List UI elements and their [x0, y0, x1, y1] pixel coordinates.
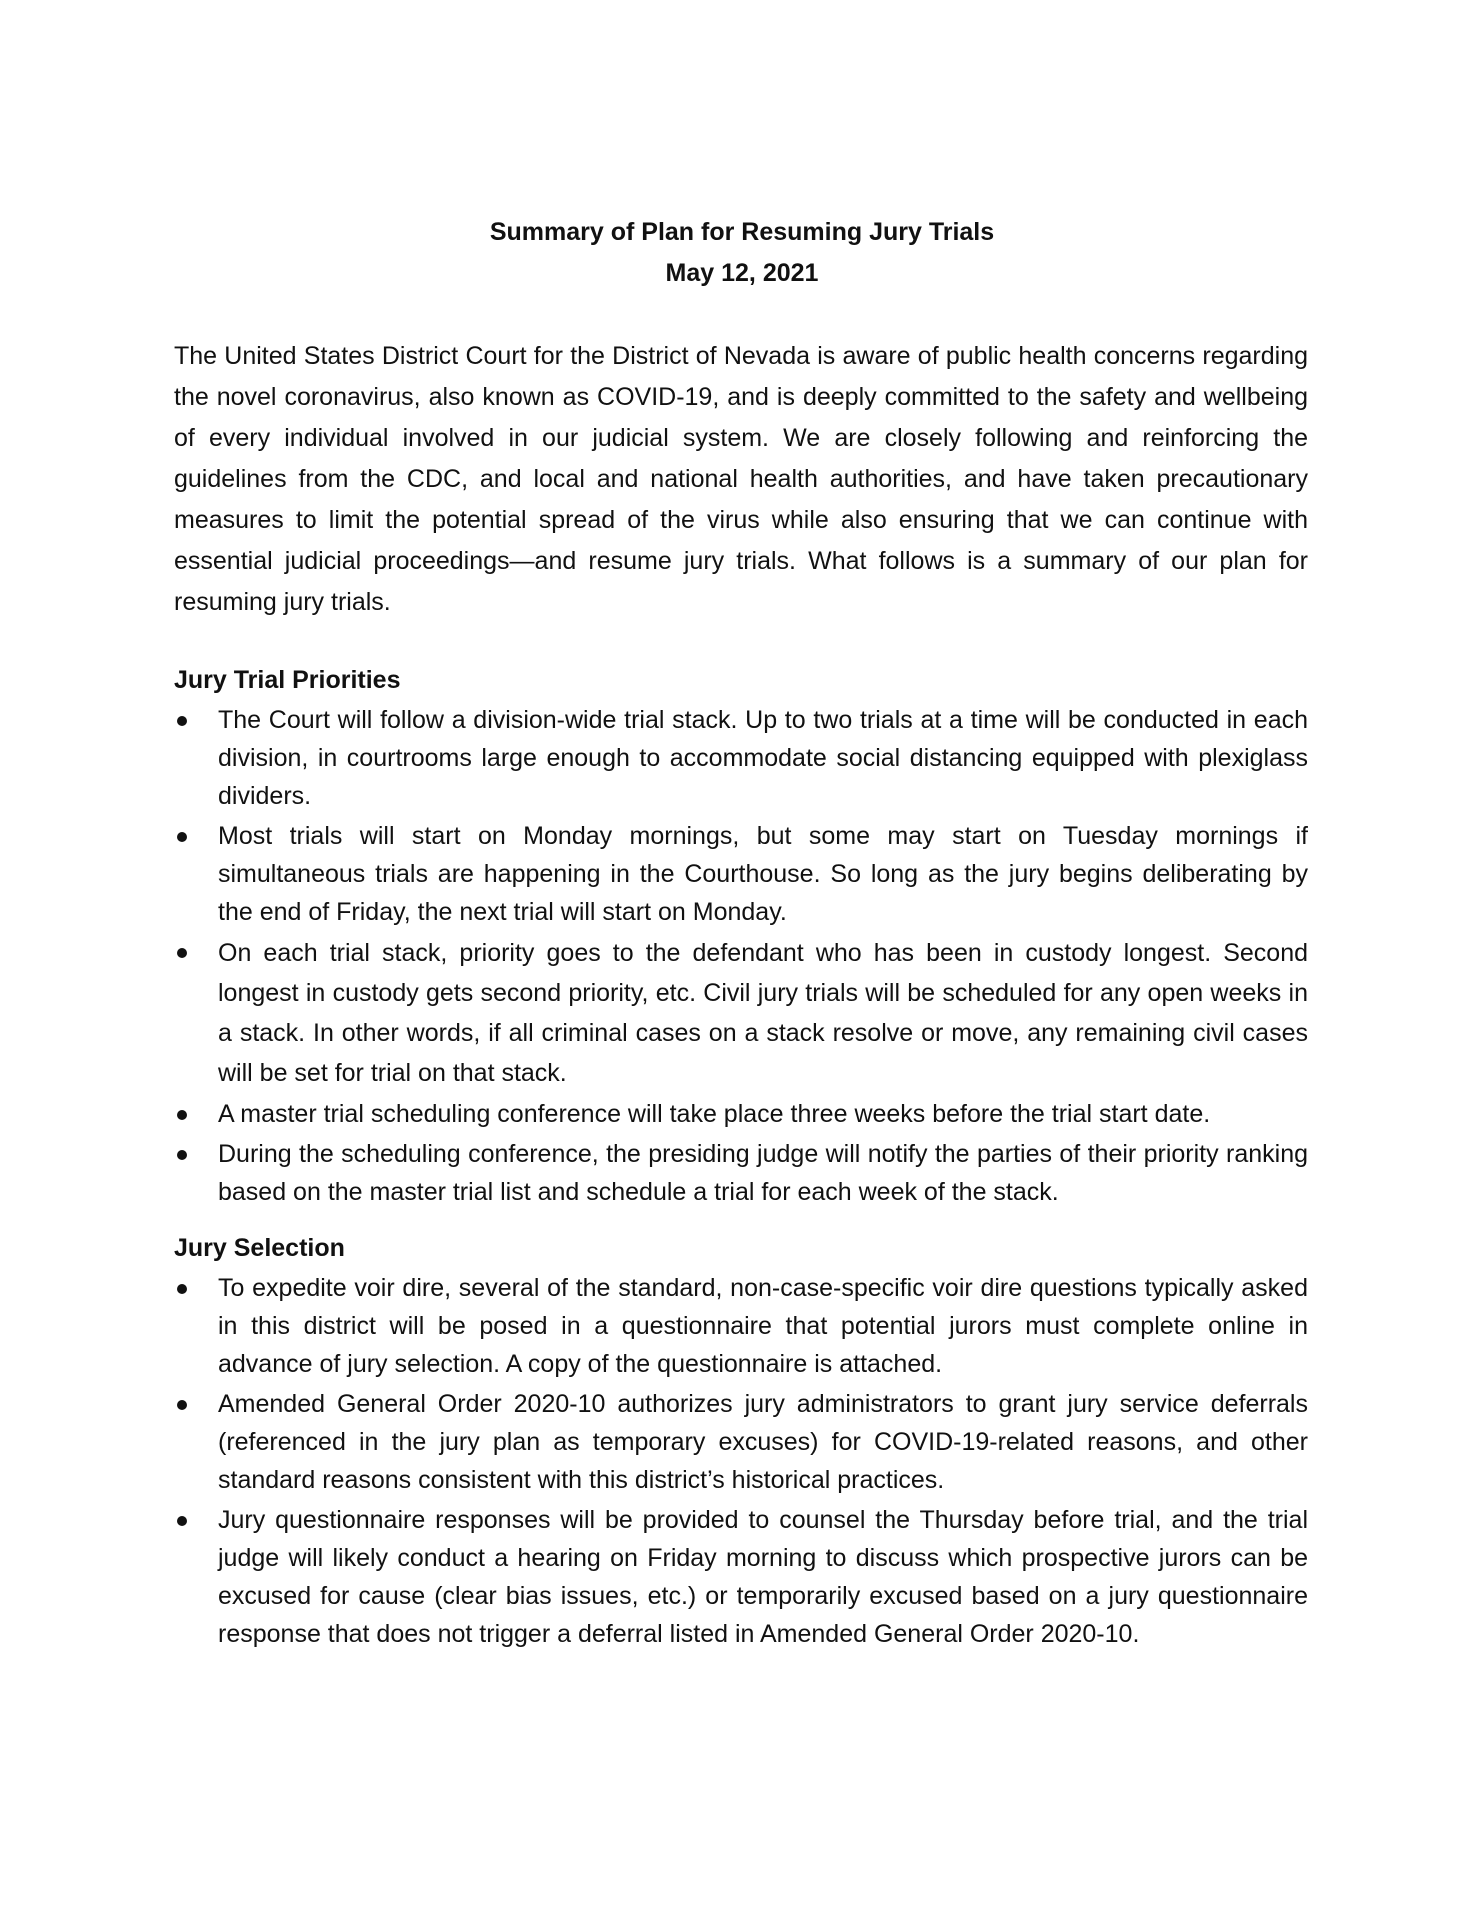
- section-heading: Jury Trial Priorities: [174, 666, 401, 694]
- intro-paragraph: The United States District Court for the District of Nevada is aware of public health concerns regarding the novel coronavirus, also known as COVID-19, and is deeply committed to the safety and wellbeing of every individual involved in our judicial system. We are closely following and reinforcing the guidelines from the CDC, and local and national health authorities, and have taken precautionary measures to limit the potential spread of the virus while also ensuring that we can continue with essential judicial proceedings—and resume jury trials. What follows is a summary of our plan for resuming jury trials.: [174, 342, 1308, 616]
- bullet-list: [174, 1269, 1308, 1653]
- list-item: [174, 1385, 1308, 1499]
- section-heading: Jury Selection: [174, 1234, 345, 1262]
- bullet-icon: [177, 1516, 187, 1526]
- list-item-text: Amended General Order 2020-10 authorizes jury administrators to grant jury service deferrals (referenced in the jury plan as temporary excuses) for COVID-19-related reasons, and other standard reasons consistent with this district’s historical practices.: [218, 1390, 1308, 1494]
- document-date: May 12, 2021: [665, 259, 819, 287]
- list-item-text: On each trial stack, priority goes to the defendant who has been in custody longest. Second longest in custody gets second priority, etc. Civil jury trials will be scheduled for any open weeks in a stack. In other words, if all criminal cases on a stack resolve or move, any remaining civil cases will be set for trial on that stack.: [218, 939, 1308, 1087]
- bullet-icon: [177, 1400, 187, 1410]
- list-item: [174, 1135, 1308, 1211]
- section-jury-trial-priorities: [174, 661, 1308, 1211]
- section-jury-selection: [174, 1229, 1308, 1653]
- list-item: [174, 1501, 1308, 1653]
- list-item-text: The Court will follow a division-wide trial stack. Up to two trials at a time will be conducted in each division, in courtrooms large enough to accommodate social distancing equipped with plexiglass dividers.: [218, 706, 1308, 810]
- bullet-icon: [177, 1284, 187, 1294]
- bullet-icon: [177, 1150, 187, 1160]
- list-item: [174, 701, 1308, 815]
- list-item-text: To expedite voir dire, several of the standard, non-case-specific voir dire questions typically asked in this district will be posed in a questionnaire that potential jurors must complete online in advance of jury selection. A copy of the questionnaire is attached.: [218, 1274, 1308, 1378]
- list-item-text: During the scheduling conference, the presiding judge will notify the parties of their priority ranking based on the master trial list and schedule a trial for each week of the stack.: [218, 1140, 1308, 1206]
- bullet-icon: [177, 948, 187, 958]
- list-item-text: A master trial scheduling conference will take place three weeks before the trial start date.: [218, 1100, 1211, 1128]
- title-block: [0, 212, 1484, 294]
- list-item: [174, 817, 1308, 931]
- list-item-text: Jury questionnaire responses will be provided to counsel the Thursday before trial, and the trial judge will likely conduct a hearing on Friday morning to discuss which prospective jurors can be excused for cause (clear bias issues, etc.) or temporarily excused based on a jury questionnaire response that does not trigger a deferral listed in Amended General Order 2020-10.: [218, 1506, 1308, 1648]
- list-item: [174, 933, 1308, 1093]
- bullet-list: [174, 701, 1308, 1211]
- list-item-text: Most trials will start on Monday mornings, but some may start on Tuesday mornings if simultaneous trials are happening in the Courthouse. So long as the jury begins deliberating by the end of Friday, the next trial will start on Monday.: [218, 822, 1308, 926]
- document-body: [174, 336, 1308, 1671]
- bullet-icon: [177, 832, 187, 842]
- bullet-icon: [177, 1110, 187, 1120]
- list-item: [174, 1095, 1308, 1133]
- list-item: [174, 1269, 1308, 1383]
- document-title: Summary of Plan for Resuming Jury Trials: [489, 218, 995, 246]
- bullet-icon: [177, 716, 187, 726]
